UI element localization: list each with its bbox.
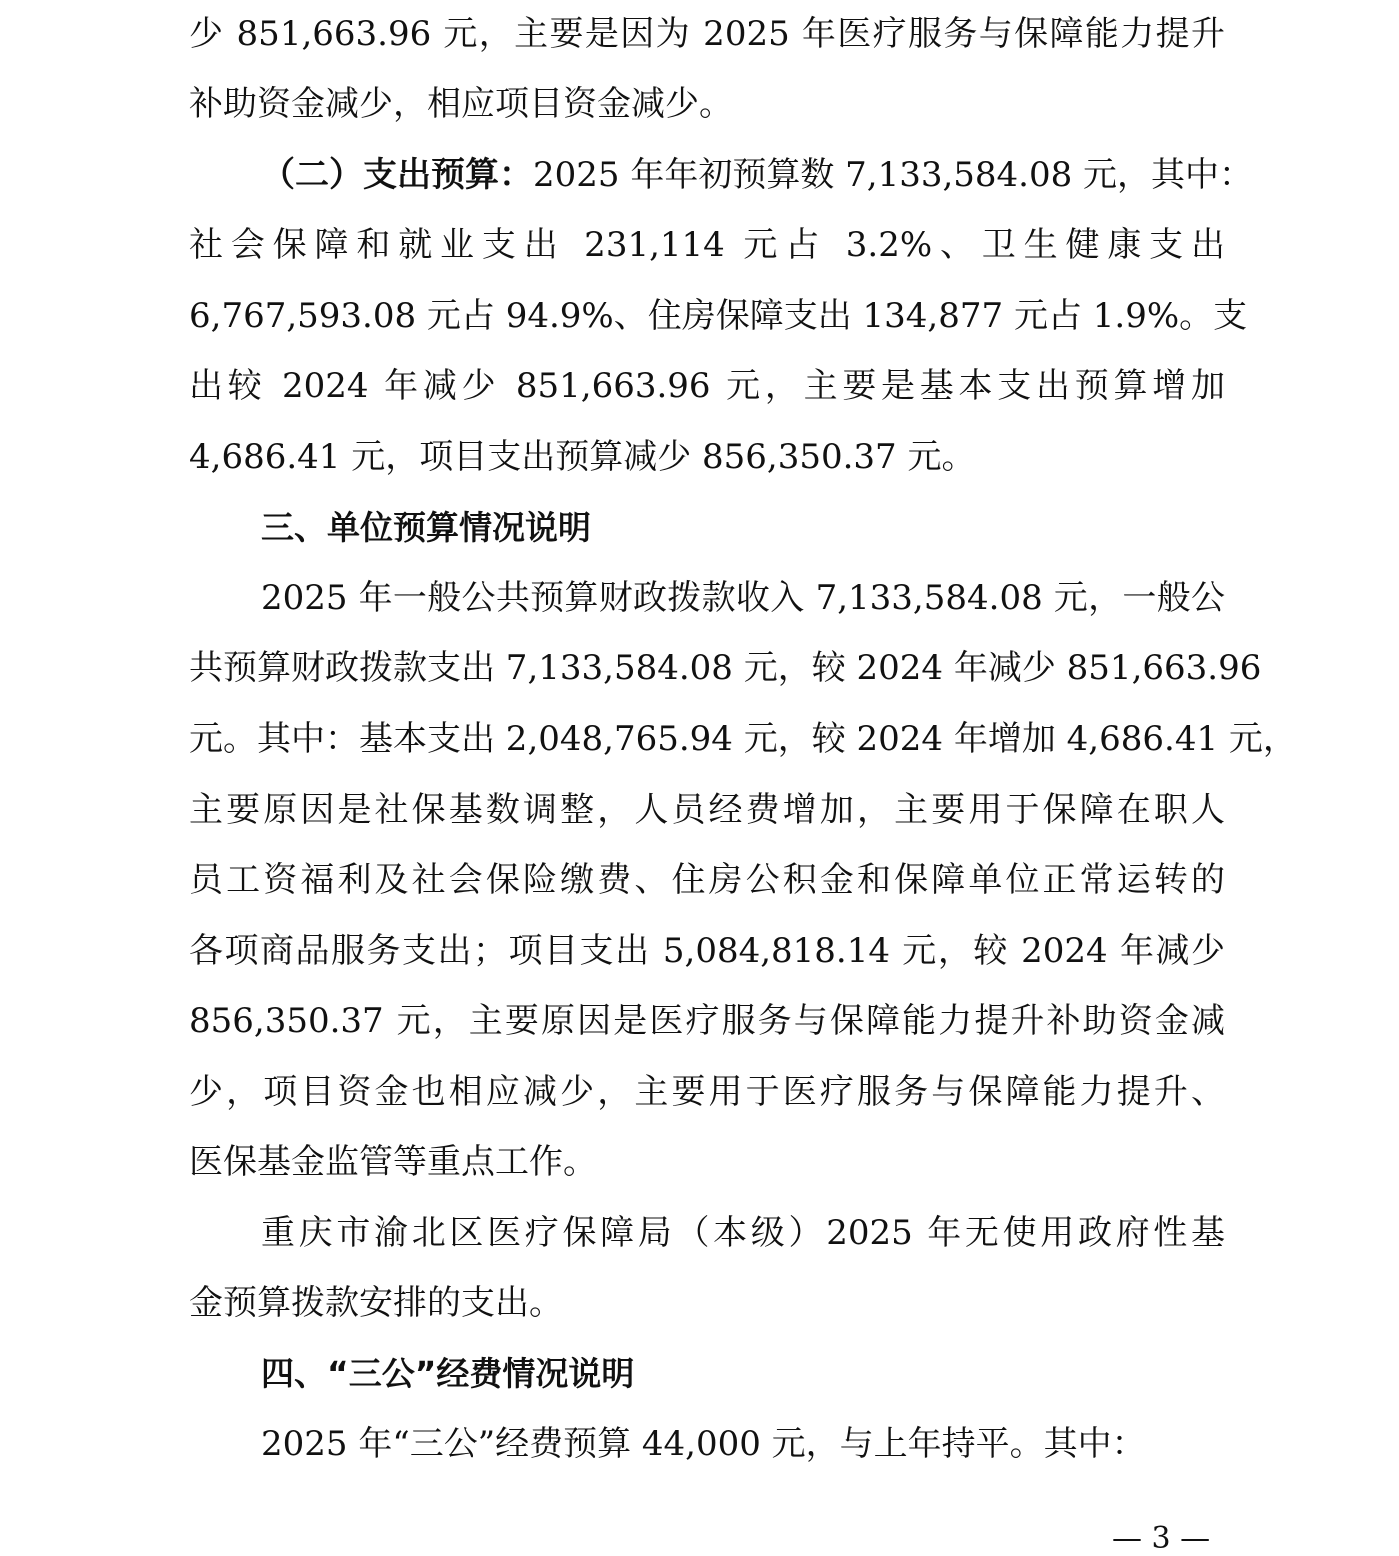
paragraph-line: 少 851,663.96 元，主要是因为 2025 年医疗服务与保障能力提升 xyxy=(189,14,1225,54)
expense-budget-text: 2025 年年初预算数 7,133,584.08 元，其中： xyxy=(533,155,1254,195)
paragraph-line: 员工资福利及社会保险缴费、住房公积金和保障单位正常运转的 xyxy=(189,860,1225,900)
paragraph-line: 各项商品服务支出；项目支出 5,084,818.14 元，较 2024 年减少 xyxy=(189,931,1225,971)
section-heading-three-public-expenses: 四、“三公”经费情况说明 xyxy=(261,1354,635,1393)
paragraph-line: 856,350.37 元，主要原因是医疗服务与保障能力提升补助资金减 xyxy=(189,1001,1225,1041)
paragraph-line: 出较 2024 年减少 851,663.96 元，主要是基本支出预算增加 xyxy=(189,366,1225,406)
paragraph-line: 重庆市渝北区医疗保障局（本级）2025 年无使用政府性基 xyxy=(261,1213,1225,1253)
paragraph-line: 4,686.41 元，项目支出预算减少 856,350.37 元。 xyxy=(189,437,976,477)
page-number: — 3 — xyxy=(1112,1521,1211,1556)
paragraph-line: 金预算拨款安排的支出。 xyxy=(189,1283,563,1323)
section-heading-unit-budget: 三、单位预算情况说明 xyxy=(261,508,591,547)
paragraph-line: 少，项目资金也相应减少，主要用于医疗服务与保障能力提升、 xyxy=(189,1072,1225,1112)
paragraph-line: 补助资金减少，相应项目资金减少。 xyxy=(189,84,733,124)
paragraph-line: 2025 年一般公共预算财政拨款收入 7,133,584.08 元，一般公 xyxy=(261,578,1225,618)
paragraph-line: 6,767,593.08 元占 94.9%、住房保障支出 134,877 元占 1.9%。支 xyxy=(189,296,1248,336)
paragraph-line: 主要原因是社保基数调整，人员经费增加，主要用于保障在职人 xyxy=(189,790,1225,830)
paragraph-line: 共预算财政拨款支出 7,133,584.08 元，较 2024 年减少 851,663.96 xyxy=(189,648,1262,688)
expense-budget-line xyxy=(261,155,1253,195)
paragraph-line: 元。其中：基本支出 2,048,765.94 元，较 2024 年增加 4,686.41 元， xyxy=(189,719,1297,759)
expense-budget-label: （二）支出预算： xyxy=(261,155,533,195)
paragraph-line: 2025 年“三公”经费预算 44,000 元，与上年持平。其中： xyxy=(261,1424,1146,1464)
paragraph-line: 社会保障和就业支出 231,114 元占 3.2%、卫生健康支出 xyxy=(189,225,1225,265)
paragraph-line: 医保基金监管等重点工作。 xyxy=(189,1142,597,1182)
